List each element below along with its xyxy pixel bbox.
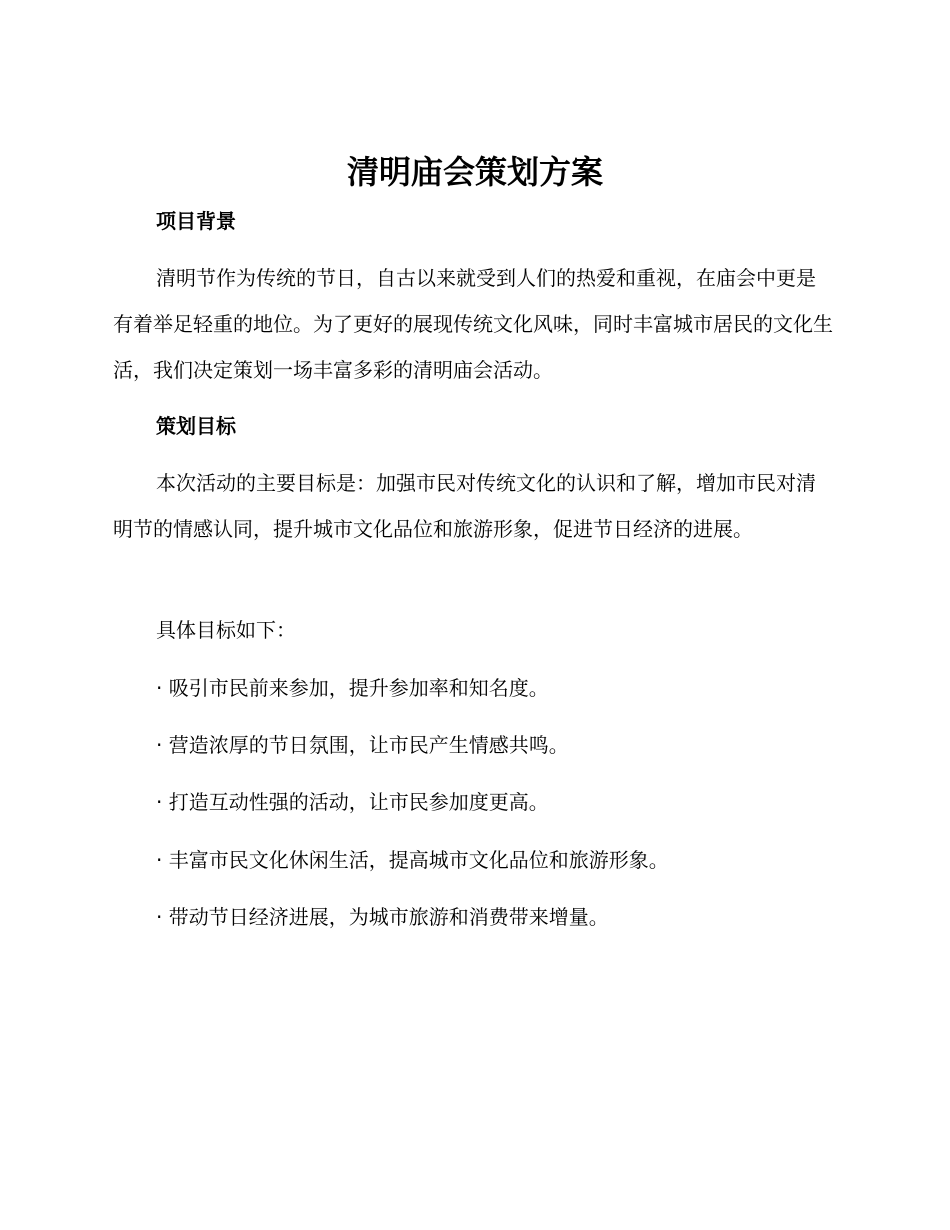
list-item: · 营造浓厚的节日氛围，让市民产生情感共鸣。: [156, 733, 569, 757]
section-paragraph-background: 清明节作为传统的节日，自古以来就受到人们的热爱和重视，在庙会中更是有着举足轻重的地位。为了更好的展现传统文化风味，同时丰富城市居民的文化生活，我们决定策划一场丰富多彩的清明庙会活动。: [113, 266, 833, 382]
list-item: · 吸引市民前来参加，提升参加率和知名度。: [156, 676, 549, 700]
section-heading-background: 项目背景: [156, 209, 236, 233]
list-item: · 打造互动性强的活动，让市民参加度更高。: [156, 790, 549, 814]
list-intro: 具体目标如下：: [156, 618, 296, 642]
section-heading-goals: 策划目标: [156, 414, 236, 438]
list-item: · 带动节日经济进展，为城市旅游和消费带来增量。: [156, 905, 609, 929]
section-paragraph-goals: 本次活动的主要目标是：加强市民对传统文化的认识和了解，增加市民对清明节的情感认同，提升城市文化品位和旅游形象，促进节日经济的进展。: [113, 471, 816, 541]
document-title: 清明庙会策划方案: [346, 153, 603, 191]
list-item: · 丰富市民文化休闲生活，提高城市文化品位和旅游形象。: [156, 848, 669, 872]
